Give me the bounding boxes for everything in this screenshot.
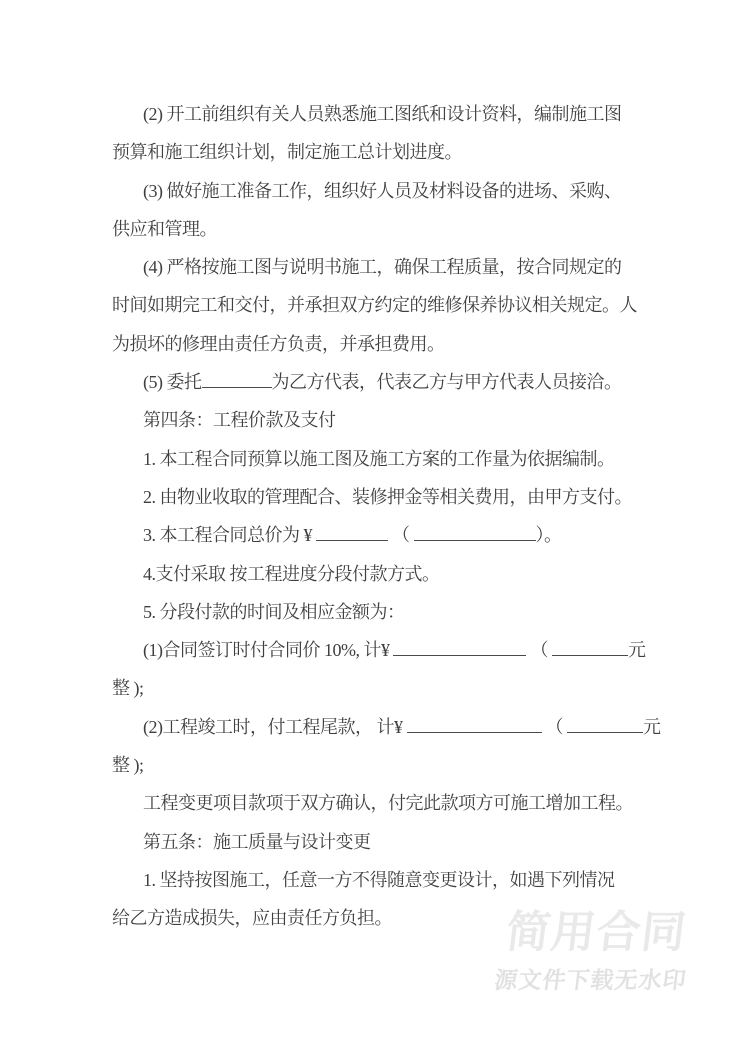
line-text: 元 xyxy=(643,716,661,737)
document-line xyxy=(112,133,657,171)
fill-in-blank xyxy=(393,637,526,656)
document-line xyxy=(112,746,657,784)
line-text: (3) 做好施工准备工作，组织好人员及材料设备的进场、采购、 xyxy=(143,180,622,201)
line-text: 整 ); xyxy=(112,755,144,776)
document-line xyxy=(112,363,657,401)
document-line xyxy=(112,708,661,746)
line-text: 为乙方代表，代表乙方与甲方代表人员接洽。 xyxy=(271,372,622,393)
line-text: 1. 坚持按图施工，任意一方不得随意变更设计，如遇下列情况 xyxy=(143,869,615,890)
line-text: 1. 本工程合同预算以施工图及施工方案的工作量为依据编制。 xyxy=(143,448,615,469)
document-line xyxy=(112,631,657,669)
line-text: （ xyxy=(526,640,552,661)
line-text: 时间如期完工和交付，并承担双方约定的维修保养协议相关规定。人 xyxy=(112,295,637,316)
document-line xyxy=(112,325,657,363)
line-text: 2. 由物业收取的管理配合、装修押金等相关费用，由甲方支付。 xyxy=(143,486,632,507)
document-line xyxy=(112,95,657,133)
fill-in-blank xyxy=(316,522,388,541)
fill-in-blank xyxy=(407,714,542,733)
document-line xyxy=(112,899,657,937)
document-line xyxy=(112,784,657,822)
fill-in-blank xyxy=(567,714,643,733)
line-text: 元 xyxy=(627,640,646,661)
line-text: 5. 分段付款的时间及相应金额为： xyxy=(143,601,405,622)
line-text: （ xyxy=(541,716,567,737)
line-text: 预算和施工组织计划，制定施工总计划进度。 xyxy=(112,142,462,163)
document-line xyxy=(112,248,657,286)
document-line xyxy=(112,516,657,554)
line-text: 为损坏的修理由责任方负责，并承担费用。 xyxy=(112,333,445,354)
line-text: 整 ); xyxy=(112,678,144,699)
contract-body-text xyxy=(112,95,661,938)
line-text: 第五条：施工质量与设计变更 xyxy=(143,831,371,852)
document-line xyxy=(112,172,657,210)
line-text: 供应和管理。 xyxy=(112,218,217,239)
line-text: (4) 严格按施工图与说明书施工，确保工程质量，按合同规定的 xyxy=(143,257,622,278)
line-text: ）。 xyxy=(535,525,562,546)
fill-in-blank xyxy=(414,522,536,541)
line-text: 工程变更项目款项于双方确认，付完此款项方可施工增加工程。 xyxy=(143,793,633,814)
document-line xyxy=(112,593,657,631)
document-line xyxy=(112,823,657,861)
line-text: 第四条：工程价款及支付 xyxy=(143,410,336,431)
document-line xyxy=(112,440,657,478)
fill-in-blank xyxy=(552,637,628,656)
line-text: (2)工程竣工时，付工程尾款， 计¥ xyxy=(143,716,407,737)
line-text: (1)合同签订时付合同价 10%, 计¥ xyxy=(143,640,394,661)
line-text: 给乙方造成损失，应由责任方负担。 xyxy=(112,908,392,929)
line-text: (5) 委托 xyxy=(143,372,202,393)
fill-in-blank xyxy=(202,369,272,388)
line-text: (2) 开工前组织有关人员熟悉施工图纸和设计资料，编制施工图 xyxy=(143,104,622,124)
document-line xyxy=(112,669,657,707)
document-line xyxy=(112,210,657,248)
document-line xyxy=(112,555,657,593)
document-line xyxy=(112,401,657,439)
watermark-subtitle: 源文件下载无水印 xyxy=(493,967,689,994)
document-line xyxy=(112,286,657,324)
document-line xyxy=(112,478,657,516)
line-text: 3. 本工程合同总价为 ¥ xyxy=(143,525,316,546)
line-text: 4.支付采取 按工程进度分段付款方式。 xyxy=(143,563,440,584)
document-line xyxy=(112,861,657,899)
watermark-title: 简用合同 xyxy=(503,908,690,957)
line-text: （ xyxy=(388,525,414,546)
